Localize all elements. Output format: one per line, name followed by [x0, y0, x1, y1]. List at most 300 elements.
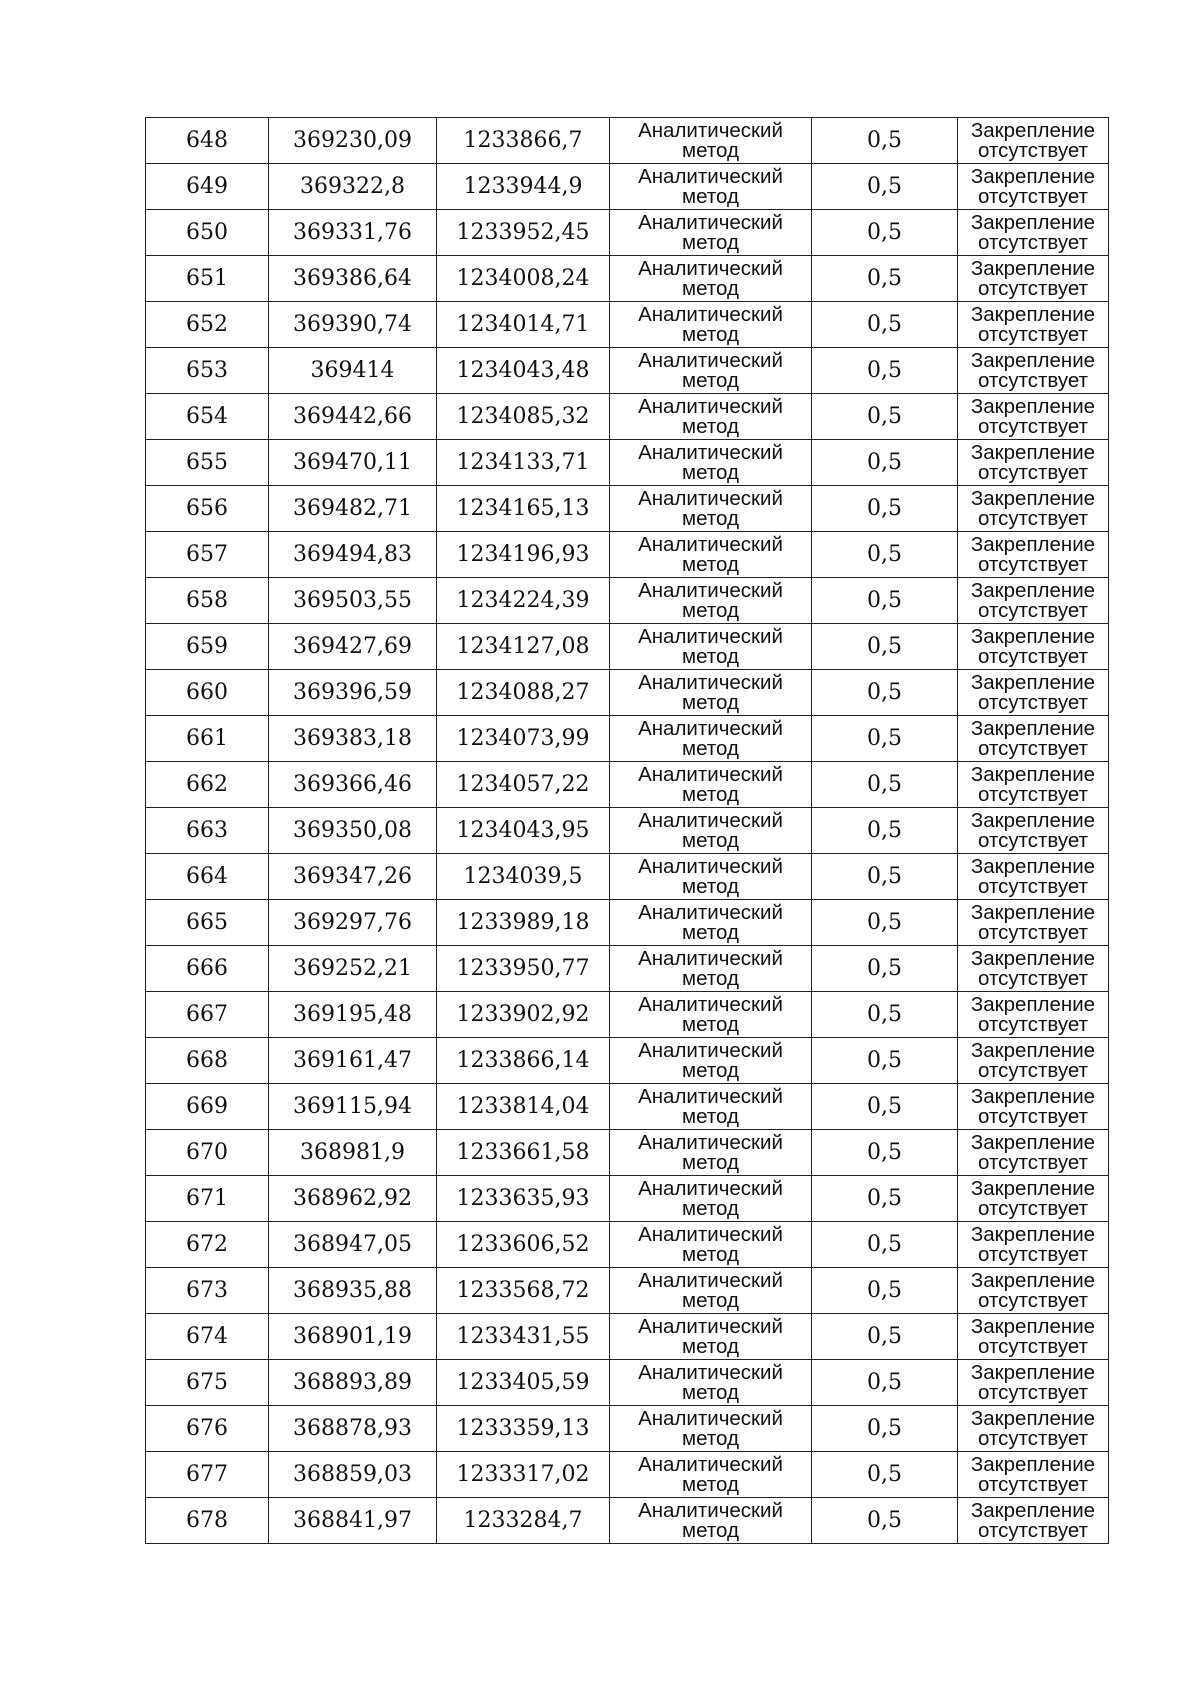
accuracy-cell: 0,5	[812, 532, 958, 578]
y-coordinate-cell: 1234043,48	[437, 348, 610, 394]
method-text	[610, 256, 811, 300]
y-coordinate-cell: 1233950,77	[437, 946, 610, 992]
method-text	[610, 716, 811, 760]
accuracy-cell: 0,5	[812, 1038, 958, 1084]
accuracy-cell: 0,5	[812, 210, 958, 256]
method-text	[610, 1406, 811, 1450]
marker-line-1: Закрепление	[970, 118, 1096, 142]
marker-line-1: Закрепление	[970, 302, 1096, 326]
method-text	[610, 1084, 811, 1128]
point-number-cell: 661	[146, 716, 269, 762]
marker-text	[958, 1038, 1108, 1082]
y-coordinate-cell: 1233431,55	[437, 1314, 610, 1360]
method-line-1: Аналитический	[638, 900, 783, 924]
method-line-1: Аналитический	[638, 1314, 783, 1338]
accuracy-cell: 0,5	[812, 1222, 958, 1268]
point-number-cell: 658	[146, 578, 269, 624]
method-text	[610, 532, 811, 576]
method-text	[610, 302, 811, 346]
table-row	[146, 670, 1109, 716]
y-coordinate-cell: 1233989,18	[437, 900, 610, 946]
marker-text	[958, 762, 1108, 806]
y-coordinate-cell: 1234127,08	[437, 624, 610, 670]
method-line-1: Аналитический	[638, 1498, 783, 1522]
method-cell	[610, 164, 812, 210]
marker-text	[958, 1406, 1108, 1450]
marker-cell	[958, 1084, 1109, 1130]
table-row	[146, 118, 1109, 164]
x-coordinate-cell: 369350,08	[269, 808, 437, 854]
marker-text	[958, 256, 1108, 300]
marker-cell	[958, 348, 1109, 394]
marker-cell	[958, 578, 1109, 624]
table-row	[146, 1406, 1109, 1452]
method-cell	[610, 1130, 812, 1176]
method-cell	[610, 302, 812, 348]
marker-text	[958, 1452, 1108, 1496]
method-line-1: Аналитический	[638, 394, 783, 418]
method-line-1: Аналитический	[638, 762, 783, 786]
x-coordinate-cell: 369252,21	[269, 946, 437, 992]
table-row	[146, 532, 1109, 578]
marker-text	[958, 624, 1108, 668]
method-text	[610, 1038, 811, 1082]
method-line-1: Аналитический	[638, 670, 783, 694]
marker-line-2: отсутствует	[978, 1426, 1088, 1450]
method-line-2: метод	[682, 1288, 739, 1312]
method-line-1: Аналитический	[638, 532, 783, 556]
method-text	[610, 210, 811, 254]
method-line-2: метод	[682, 414, 739, 438]
point-number-cell: 651	[146, 256, 269, 302]
x-coordinate-cell: 368981,9	[269, 1130, 437, 1176]
marker-line-2: отсутствует	[978, 368, 1088, 392]
method-cell	[610, 1406, 812, 1452]
method-line-2: метод	[682, 1334, 739, 1358]
table-row	[146, 1314, 1109, 1360]
method-line-2: метод	[682, 506, 739, 530]
method-text	[610, 1268, 811, 1312]
x-coordinate-cell: 369366,46	[269, 762, 437, 808]
method-line-2: метод	[682, 1380, 739, 1404]
y-coordinate-cell: 1234133,71	[437, 440, 610, 486]
method-line-1: Аналитический	[638, 854, 783, 878]
y-coordinate-cell: 1234014,71	[437, 302, 610, 348]
point-number-cell: 678	[146, 1498, 269, 1544]
marker-text	[958, 1268, 1108, 1312]
marker-line-1: Закрепление	[970, 578, 1096, 602]
accuracy-cell: 0,5	[812, 1176, 958, 1222]
table-row	[146, 946, 1109, 992]
method-text	[610, 762, 811, 806]
method-line-1: Аналитический	[638, 1268, 783, 1292]
marker-line-2: отсутствует	[978, 1196, 1088, 1220]
x-coordinate-cell: 368947,05	[269, 1222, 437, 1268]
marker-text	[958, 808, 1108, 852]
y-coordinate-cell: 1233284,7	[437, 1498, 610, 1544]
marker-cell	[958, 762, 1109, 808]
marker-cell	[958, 1498, 1109, 1544]
marker-line-1: Закрепление	[970, 1268, 1096, 1292]
point-number-cell: 667	[146, 992, 269, 1038]
method-line-2: метод	[682, 644, 739, 668]
accuracy-cell: 0,5	[812, 1406, 958, 1452]
method-cell	[610, 1038, 812, 1084]
marker-cell	[958, 532, 1109, 578]
point-number-cell: 657	[146, 532, 269, 578]
marker-line-2: отсутствует	[978, 552, 1088, 576]
x-coordinate-cell: 369390,74	[269, 302, 437, 348]
point-number-cell: 676	[146, 1406, 269, 1452]
accuracy-cell: 0,5	[812, 670, 958, 716]
marker-line-1: Закрепление	[970, 992, 1096, 1016]
point-number-cell: 671	[146, 1176, 269, 1222]
method-line-2: метод	[682, 874, 739, 898]
marker-line-2: отсутствует	[978, 828, 1088, 852]
point-number-cell: 668	[146, 1038, 269, 1084]
y-coordinate-cell: 1233661,58	[437, 1130, 610, 1176]
y-coordinate-cell: 1233866,7	[437, 118, 610, 164]
marker-line-1: Закрепление	[970, 256, 1096, 280]
x-coordinate-cell: 369230,09	[269, 118, 437, 164]
table-row	[146, 900, 1109, 946]
x-coordinate-cell: 369414	[269, 348, 437, 394]
method-cell	[610, 1498, 812, 1544]
point-number-cell: 665	[146, 900, 269, 946]
method-cell	[610, 486, 812, 532]
method-cell	[610, 1176, 812, 1222]
point-number-cell: 649	[146, 164, 269, 210]
marker-line-2: отсутствует	[978, 644, 1088, 668]
accuracy-cell: 0,5	[812, 992, 958, 1038]
method-line-2: метод	[682, 690, 739, 714]
marker-line-2: отсутствует	[978, 1012, 1088, 1036]
y-coordinate-cell: 1233944,9	[437, 164, 610, 210]
accuracy-cell: 0,5	[812, 348, 958, 394]
x-coordinate-cell: 369161,47	[269, 1038, 437, 1084]
marker-text	[958, 670, 1108, 714]
method-line-2: метод	[682, 368, 739, 392]
method-text	[610, 486, 811, 530]
method-cell	[610, 256, 812, 302]
marker-cell	[958, 1038, 1109, 1084]
marker-text	[958, 854, 1108, 898]
method-text	[610, 900, 811, 944]
marker-cell	[958, 394, 1109, 440]
method-line-1: Аналитический	[638, 946, 783, 970]
x-coordinate-cell: 368859,03	[269, 1452, 437, 1498]
x-coordinate-cell: 369482,71	[269, 486, 437, 532]
marker-line-2: отсутствует	[978, 230, 1088, 254]
method-line-1: Аналитический	[638, 348, 783, 372]
marker-text	[958, 394, 1108, 438]
method-line-2: метод	[682, 598, 739, 622]
table-row	[146, 578, 1109, 624]
method-text	[610, 1452, 811, 1496]
method-line-2: метод	[682, 1058, 739, 1082]
marker-cell	[958, 256, 1109, 302]
marker-line-1: Закрепление	[970, 900, 1096, 924]
method-line-2: метод	[682, 276, 739, 300]
coordinates-table	[145, 117, 1109, 1544]
marker-text	[958, 532, 1108, 576]
marker-text	[958, 302, 1108, 346]
y-coordinate-cell: 1233814,04	[437, 1084, 610, 1130]
marker-cell	[958, 1360, 1109, 1406]
method-line-1: Аналитический	[638, 716, 783, 740]
marker-cell	[958, 670, 1109, 716]
method-line-1: Аналитический	[638, 210, 783, 234]
x-coordinate-cell: 369383,18	[269, 716, 437, 762]
marker-line-2: отсутствует	[978, 506, 1088, 530]
marker-text	[958, 1222, 1108, 1266]
x-coordinate-cell: 369470,11	[269, 440, 437, 486]
point-number-cell: 664	[146, 854, 269, 900]
method-text	[610, 808, 811, 852]
method-cell	[610, 348, 812, 394]
point-number-cell: 648	[146, 118, 269, 164]
point-number-cell: 677	[146, 1452, 269, 1498]
x-coordinate-cell: 368893,89	[269, 1360, 437, 1406]
marker-line-1: Закрепление	[970, 440, 1096, 464]
marker-line-1: Закрепление	[970, 486, 1096, 510]
table-row	[146, 1084, 1109, 1130]
accuracy-cell: 0,5	[812, 854, 958, 900]
point-number-cell: 674	[146, 1314, 269, 1360]
marker-cell	[958, 716, 1109, 762]
y-coordinate-cell: 1233952,45	[437, 210, 610, 256]
x-coordinate-cell: 369297,76	[269, 900, 437, 946]
table-row	[146, 1176, 1109, 1222]
method-text	[610, 394, 811, 438]
y-coordinate-cell: 1233902,92	[437, 992, 610, 1038]
x-coordinate-cell: 369195,48	[269, 992, 437, 1038]
method-text	[610, 1314, 811, 1358]
point-number-cell: 660	[146, 670, 269, 716]
marker-line-2: отсутствует	[978, 598, 1088, 622]
method-cell	[610, 394, 812, 440]
method-line-2: метод	[682, 322, 739, 346]
marker-line-2: отсутствует	[978, 690, 1088, 714]
marker-cell	[958, 946, 1109, 992]
x-coordinate-cell: 369347,26	[269, 854, 437, 900]
marker-text	[958, 900, 1108, 944]
method-line-1: Аналитический	[638, 440, 783, 464]
method-line-2: метод	[682, 966, 739, 990]
y-coordinate-cell: 1233568,72	[437, 1268, 610, 1314]
method-line-2: метод	[682, 1426, 739, 1450]
marker-line-1: Закрепление	[970, 624, 1096, 648]
marker-line-1: Закрепление	[970, 808, 1096, 832]
marker-cell	[958, 1314, 1109, 1360]
table-row	[146, 302, 1109, 348]
marker-line-1: Закрепление	[970, 210, 1096, 234]
method-cell	[610, 762, 812, 808]
marker-line-2: отсутствует	[978, 1518, 1088, 1542]
point-number-cell: 669	[146, 1084, 269, 1130]
table-row	[146, 1130, 1109, 1176]
method-line-1: Аналитический	[638, 1222, 783, 1246]
x-coordinate-cell: 369331,76	[269, 210, 437, 256]
method-line-2: метод	[682, 552, 739, 576]
marker-cell	[958, 486, 1109, 532]
method-cell	[610, 1084, 812, 1130]
x-coordinate-cell: 369115,94	[269, 1084, 437, 1130]
marker-text	[958, 1498, 1108, 1542]
table-row	[146, 210, 1109, 256]
marker-line-2: отсутствует	[978, 276, 1088, 300]
method-cell	[610, 854, 812, 900]
y-coordinate-cell: 1233635,93	[437, 1176, 610, 1222]
method-line-2: метод	[682, 1150, 739, 1174]
method-line-1: Аналитический	[638, 256, 783, 280]
accuracy-cell: 0,5	[812, 1452, 958, 1498]
method-text	[610, 670, 811, 714]
method-text	[610, 946, 811, 990]
marker-text	[958, 1360, 1108, 1404]
marker-line-1: Закрепление	[970, 1314, 1096, 1338]
method-cell	[610, 532, 812, 578]
method-line-1: Аналитический	[638, 118, 783, 142]
marker-line-2: отсутствует	[978, 966, 1088, 990]
method-text	[610, 1360, 811, 1404]
marker-cell	[958, 440, 1109, 486]
method-line-2: метод	[682, 184, 739, 208]
method-cell	[610, 1222, 812, 1268]
x-coordinate-cell: 368878,93	[269, 1406, 437, 1452]
marker-text	[958, 1314, 1108, 1358]
marker-line-1: Закрепление	[970, 1176, 1096, 1200]
table-row	[146, 1360, 1109, 1406]
point-number-cell: 673	[146, 1268, 269, 1314]
table-row	[146, 164, 1109, 210]
marker-line-2: отсутствует	[978, 920, 1088, 944]
method-text	[610, 624, 811, 668]
y-coordinate-cell: 1234057,22	[437, 762, 610, 808]
table-row	[146, 1268, 1109, 1314]
method-line-2: метод	[682, 230, 739, 254]
marker-cell	[958, 808, 1109, 854]
marker-cell	[958, 302, 1109, 348]
marker-line-1: Закрепление	[970, 164, 1096, 188]
method-line-1: Аналитический	[638, 1084, 783, 1108]
marker-line-1: Закрепление	[970, 1222, 1096, 1246]
marker-text	[958, 1084, 1108, 1128]
x-coordinate-cell: 368962,92	[269, 1176, 437, 1222]
marker-line-2: отсутствует	[978, 1150, 1088, 1174]
marker-line-1: Закрепление	[970, 348, 1096, 372]
method-cell	[610, 716, 812, 762]
method-text	[610, 1222, 811, 1266]
marker-line-2: отсутствует	[978, 874, 1088, 898]
point-number-cell: 652	[146, 302, 269, 348]
point-number-cell: 656	[146, 486, 269, 532]
y-coordinate-cell: 1233405,59	[437, 1360, 610, 1406]
point-number-cell: 654	[146, 394, 269, 440]
marker-line-1: Закрепление	[970, 1084, 1096, 1108]
method-line-1: Аналитический	[638, 486, 783, 510]
method-text	[610, 440, 811, 484]
table-row	[146, 1452, 1109, 1498]
method-line-2: метод	[682, 138, 739, 162]
table-row	[146, 808, 1109, 854]
x-coordinate-cell: 369494,83	[269, 532, 437, 578]
method-line-1: Аналитический	[638, 1360, 783, 1384]
y-coordinate-cell: 1233606,52	[437, 1222, 610, 1268]
y-coordinate-cell: 1234073,99	[437, 716, 610, 762]
y-coordinate-cell: 1233317,02	[437, 1452, 610, 1498]
table-row	[146, 716, 1109, 762]
y-coordinate-cell: 1234196,93	[437, 532, 610, 578]
marker-cell	[958, 210, 1109, 256]
x-coordinate-cell: 369442,66	[269, 394, 437, 440]
marker-line-1: Закрепление	[970, 532, 1096, 556]
method-line-2: метод	[682, 1518, 739, 1542]
method-cell	[610, 992, 812, 1038]
table-row	[146, 440, 1109, 486]
marker-text	[958, 118, 1108, 162]
table-row	[146, 256, 1109, 302]
method-cell	[610, 900, 812, 946]
marker-line-1: Закрепление	[970, 854, 1096, 878]
marker-line-1: Закрепление	[970, 1360, 1096, 1384]
table-row	[146, 1038, 1109, 1084]
marker-cell	[958, 164, 1109, 210]
accuracy-cell: 0,5	[812, 256, 958, 302]
y-coordinate-cell: 1233359,13	[437, 1406, 610, 1452]
accuracy-cell: 0,5	[812, 1268, 958, 1314]
method-line-1: Аналитический	[638, 302, 783, 326]
method-line-1: Аналитический	[638, 992, 783, 1016]
accuracy-cell: 0,5	[812, 900, 958, 946]
point-number-cell: 672	[146, 1222, 269, 1268]
accuracy-cell: 0,5	[812, 1314, 958, 1360]
marker-line-1: Закрепление	[970, 670, 1096, 694]
point-number-cell: 662	[146, 762, 269, 808]
method-cell	[610, 808, 812, 854]
marker-cell	[958, 118, 1109, 164]
method-line-2: метод	[682, 736, 739, 760]
accuracy-cell: 0,5	[812, 1084, 958, 1130]
table-row	[146, 486, 1109, 532]
marker-text	[958, 1130, 1108, 1174]
accuracy-cell: 0,5	[812, 946, 958, 992]
x-coordinate-cell: 369503,55	[269, 578, 437, 624]
y-coordinate-cell: 1234039,5	[437, 854, 610, 900]
method-text	[610, 992, 811, 1036]
table-row	[146, 992, 1109, 1038]
y-coordinate-cell: 1234224,39	[437, 578, 610, 624]
point-number-cell: 666	[146, 946, 269, 992]
point-number-cell: 663	[146, 808, 269, 854]
method-line-1: Аналитический	[638, 1038, 783, 1062]
method-text	[610, 118, 811, 162]
marker-cell	[958, 1130, 1109, 1176]
x-coordinate-cell: 369322,8	[269, 164, 437, 210]
marker-text	[958, 164, 1108, 208]
method-line-1: Аналитический	[638, 1130, 783, 1154]
marker-line-2: отсутствует	[978, 1104, 1088, 1128]
marker-text	[958, 578, 1108, 622]
table-row	[146, 348, 1109, 394]
marker-text	[958, 440, 1108, 484]
method-cell	[610, 1360, 812, 1406]
method-cell	[610, 1452, 812, 1498]
accuracy-cell: 0,5	[812, 716, 958, 762]
marker-cell	[958, 854, 1109, 900]
x-coordinate-cell: 369396,59	[269, 670, 437, 716]
method-line-2: метод	[682, 920, 739, 944]
